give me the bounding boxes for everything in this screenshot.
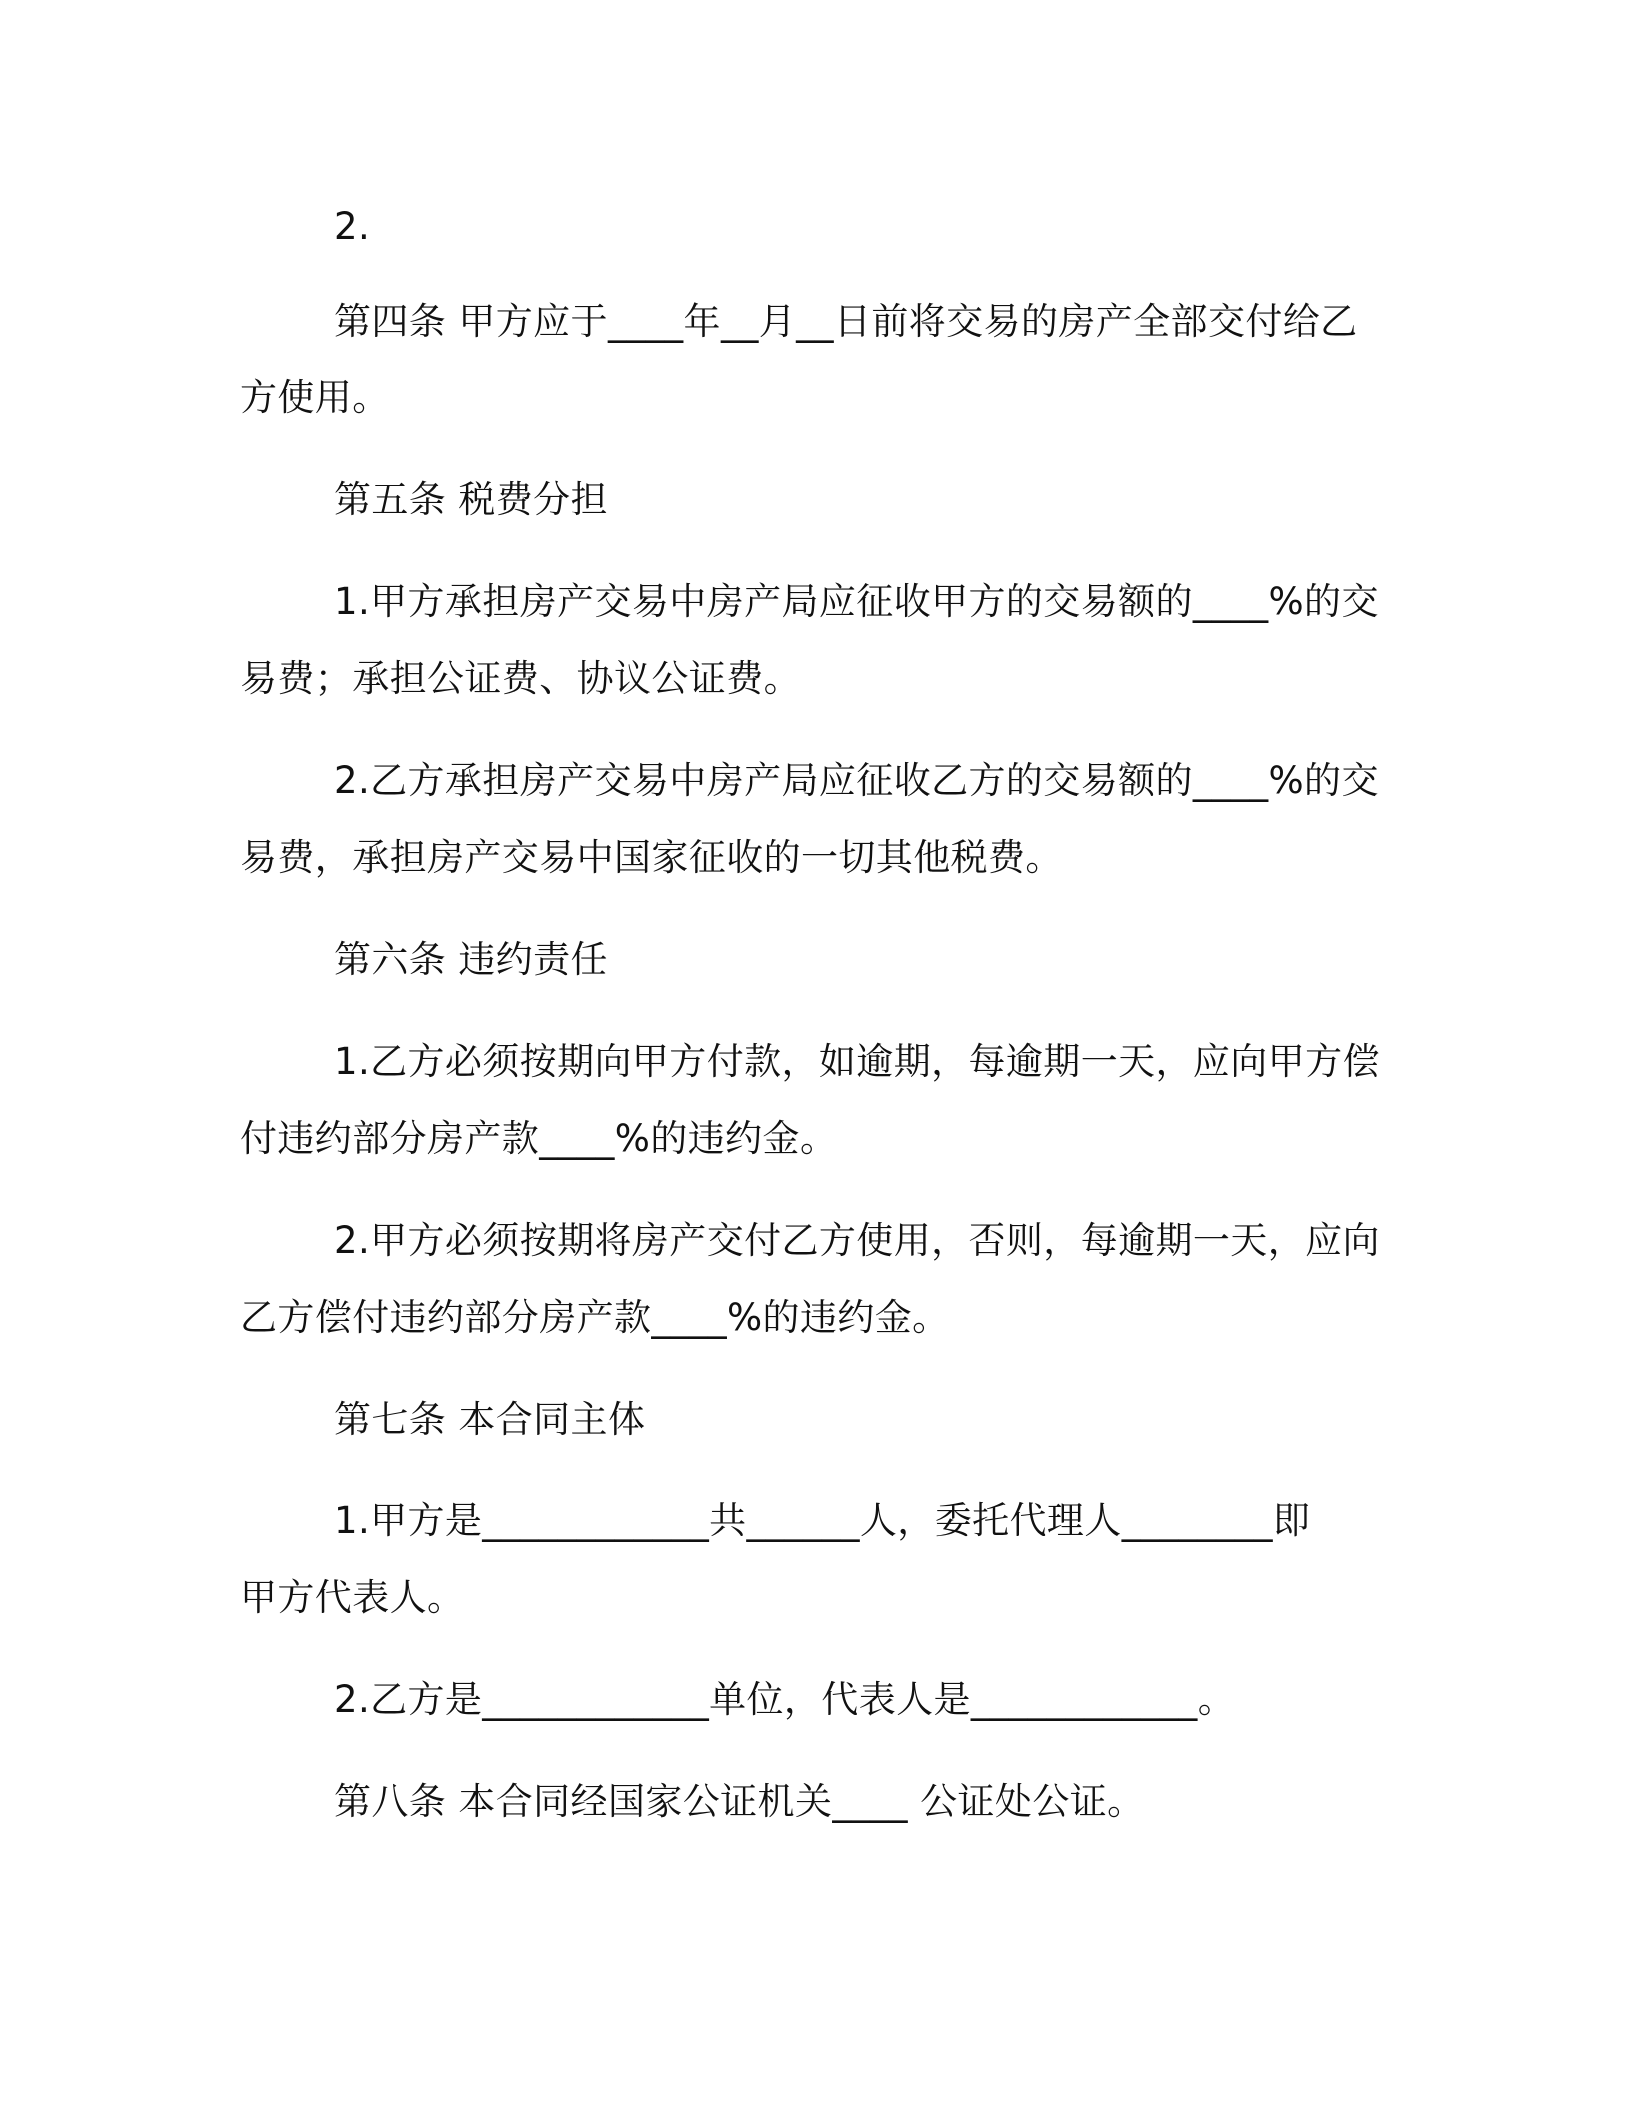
article-7-item-1-line-1: 1.甲方是____________共______人，委托代理人________即 xyxy=(334,1499,1311,1542)
article-5-item-2-line-1: 2.乙方承担房产交易中房产局应征收乙方的交易额的____%的交 xyxy=(334,759,1379,802)
article-5-item-2-line-2: 易费，承担房产交易中国家征收的一切其他税费。 xyxy=(240,836,1063,879)
article-7-item-2: 2.乙方是____________单位，代表人是____________。 xyxy=(334,1678,1236,1721)
article-5-item-1-line-1: 1.甲方承担房产交易中房产局应征收甲方的交易额的____%的交 xyxy=(334,580,1379,623)
article-7-heading: 第七条 本合同主体 xyxy=(334,1398,646,1441)
article-6-heading: 第六条 违约责任 xyxy=(334,938,608,981)
article-4-text-line-2: 方使用。 xyxy=(240,376,390,419)
article-7-item-1-line-2: 甲方代表人。 xyxy=(240,1576,465,1619)
article-6-item-1-line-1: 1.乙方必须按期向甲方付款，如逾期，每逾期一天，应向甲方偿 xyxy=(334,1040,1380,1083)
list-marker: 2. xyxy=(334,205,371,248)
article-5-item-1-line-2: 易费；承担公证费、协议公证费。 xyxy=(240,657,801,700)
article-4-text-line-1: 第四条 甲方应于____年__月__日前将交易的房产全部交付给乙 xyxy=(334,300,1358,343)
article-6-item-2-line-1: 2.甲方必须按期将房产交付乙方使用，否则，每逾期一天，应向 xyxy=(334,1219,1380,1262)
article-6-item-1-line-2: 付违约部分房产款____%的违约金。 xyxy=(240,1117,838,1160)
article-6-item-2-line-2: 乙方偿付违约部分房产款____%的违约金。 xyxy=(240,1296,950,1339)
article-5-heading: 第五条 税费分担 xyxy=(334,478,608,521)
article-8-text: 第八条 本合同经国家公证机关____ 公证处公证。 xyxy=(334,1780,1145,1823)
